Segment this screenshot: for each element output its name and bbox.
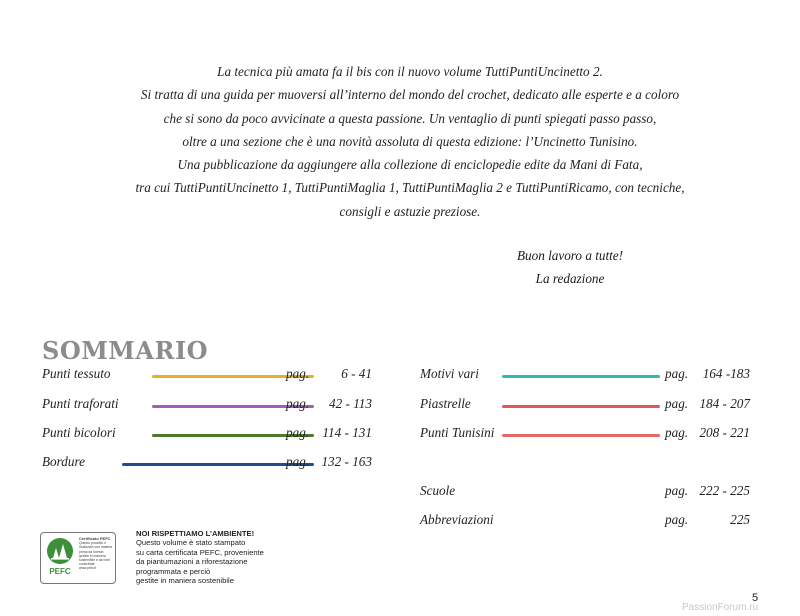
toc-pag: pag. [665, 366, 689, 381]
intro-line: La tecnica più amata fa il bis con il nuovo volume TuttiPuntiUncinetto 2. [217, 64, 603, 79]
toc-label: Bordure [42, 454, 85, 469]
color-line [502, 375, 660, 378]
intro-line: consigli e astuzie preziose. [339, 203, 481, 219]
color-line [502, 405, 660, 408]
toc-entry-bordure[interactable] [42, 454, 372, 476]
toc-pag: pag. [665, 396, 689, 411]
toc-entry-punti-traforati[interactable] [42, 396, 372, 418]
eco-line: Questo volume è stato stampato [136, 538, 246, 548]
pefc-badge [40, 532, 116, 584]
toc-pages: 164 -183 [702, 366, 750, 381]
toc-label: Motivi vari [420, 366, 479, 381]
toc-pag: pag. [665, 483, 689, 498]
toc-entry-scuole[interactable] [420, 483, 750, 505]
toc-pag: pag. [286, 396, 310, 411]
pefc-site: www.pefc.it [79, 566, 97, 571]
pefc-cert-body: Questo prodotto è realizzato con materia prima da foreste gestite in maniera sostenibile e da fonti controllate [79, 541, 113, 567]
pefc-label: PEFC [49, 567, 71, 576]
toc-pages: 114 - 131 [322, 425, 372, 440]
toc-entry-punti-tunisini[interactable] [420, 425, 750, 447]
toc-pages: 42 - 113 [329, 396, 372, 411]
toc-pages: 6 - 41 [341, 366, 372, 381]
signature [440, 244, 700, 290]
intro-line: Si tratta di una guida per muoversi all’interno del mondo del crochet, dedicato alle esperte e a coloro [140, 87, 680, 103]
toc-pages: 208 - 221 [699, 425, 750, 440]
pefc-cert-title: Certificato PEFC [79, 536, 111, 541]
toc-pages: 225 [730, 512, 750, 527]
summary-heading: SOMMARIO [42, 336, 209, 365]
toc-label: Punti tessuto [42, 366, 111, 381]
toc-entry-abbreviazioni[interactable] [420, 512, 750, 534]
watermark: PassionForum.ru [682, 602, 759, 613]
toc-pages: 222 - 225 [699, 483, 750, 498]
intro-line: tra cui TuttiPuntiUncinetto 1, TuttiPuntiMaglia 1, TuttiPuntiMaglia 2 e TuttiPuntiRicamo, con tecniche, [135, 180, 685, 196]
eco-line: da piantumazioni a riforestazione [136, 557, 248, 567]
toc-label: Punti traforati [42, 396, 119, 411]
author: La redazione [535, 271, 605, 286]
toc-label: Abbreviazioni [420, 512, 494, 527]
toc-label: Punti Tunisini [420, 425, 495, 440]
pefc-logo-icon [44, 536, 76, 578]
intro-line: Una pubblicazione da aggiungere alla collezione di enciclopedie edite da Mani di Fata, [177, 157, 643, 173]
toc-label: Punti bicolori [42, 425, 116, 440]
environment-notice [136, 529, 376, 585]
toc-pag: pag. [286, 366, 310, 381]
toc-pages: 184 - 207 [699, 396, 750, 411]
toc-label: Scuole [420, 483, 456, 498]
pefc-cert-text [79, 537, 113, 571]
toc-pages: 132 - 163 [321, 454, 372, 469]
toc-entry-punti-bicolori[interactable] [42, 425, 372, 447]
eco-line: programmata e perciò [136, 566, 211, 576]
toc-pag: pag. [286, 425, 310, 440]
color-line [502, 434, 660, 437]
toc-pag: pag. [286, 454, 310, 469]
toc-entry-motivi-vari[interactable] [420, 366, 750, 388]
toc-pag: pag. [665, 425, 689, 440]
toc-entry-piastrelle[interactable] [420, 396, 750, 418]
intro-line: oltre a una sezione che è una novità assoluta di questa edizione: l’Uncinetto Tunisino. [182, 133, 638, 149]
toc-pag: pag. [665, 512, 689, 527]
intro-line: che si sono da poco avvicinate a questa passione. Un ventaglio di punti spiegati passo passo, [163, 110, 657, 126]
toc-label: Piastrelle [420, 396, 471, 411]
eco-line: gestite in maniera sostenibile [136, 576, 234, 586]
eco-line: su carta certificata PEFC, proveniente [136, 547, 264, 557]
toc-entry-punti-tessuto[interactable] [42, 366, 372, 388]
intro-text [60, 60, 760, 223]
eco-title: NOI RISPETTIAMO L’AMBIENTE! [136, 529, 255, 538]
greeting: Buon lavoro a tutte! [516, 248, 624, 263]
page-number: 5 [752, 592, 759, 604]
